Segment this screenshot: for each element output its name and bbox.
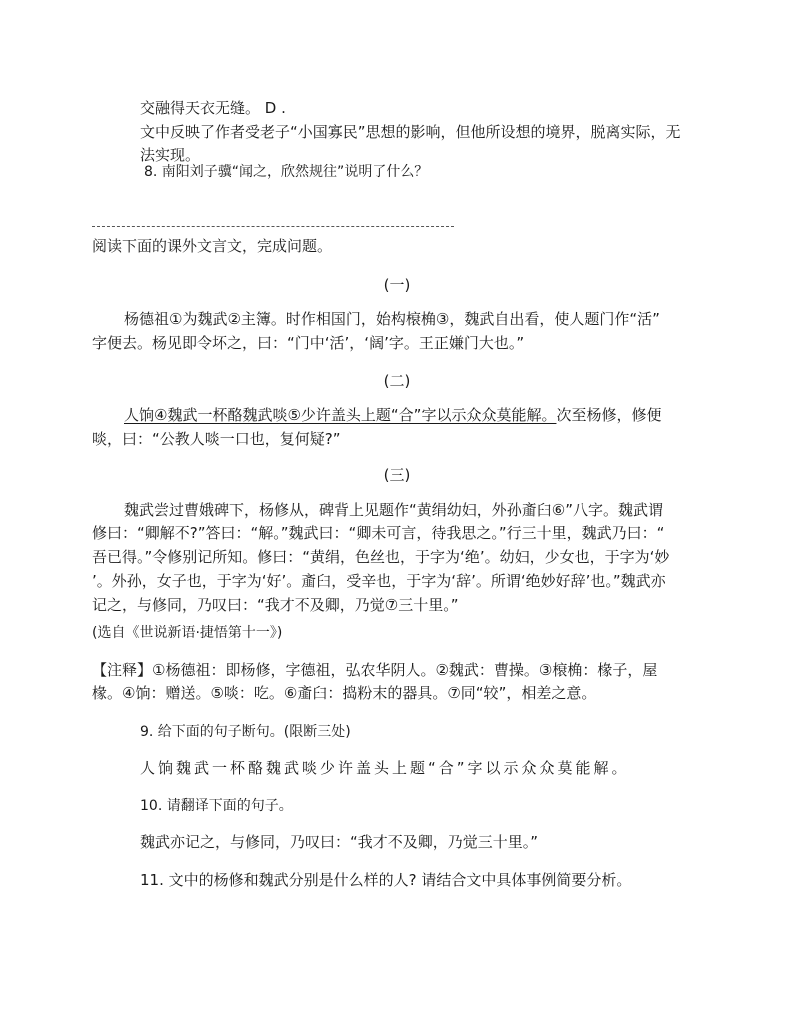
question-10-sentence: 魏武亦记之，与修同，乃叹曰：“我才不及卿，乃觉三十里。” (140, 833, 539, 851)
section-3-line: 吾已得。”令修别记所知。修曰：“黄绢，色丝也，于字为‘绝’。幼妇，少女也，于字为‘妙 (92, 548, 670, 566)
top-line-2: 文中反映了作者受老子“小国寡民”思想的影响，但他所设想的境界，脱离实际，无 (140, 123, 681, 141)
question-10-label: 10. 请翻译下面的句子。 (140, 798, 293, 814)
section-3-line: 记之，与修同，乃叹曰：“我才不及卿，乃觉⑦三十里。” (92, 596, 459, 614)
section-3-line: ’。外孙，女子也，于字为‘好’。齑臼，受辛也，于字为‘辞’。所谓‘绝妙好辞’也。”魏武亦 (92, 572, 666, 590)
section-3-line: 魏武尝过曹娥碑下，杨修从，碑背上见题作“黄绢幼妇，外孙齑臼⑥”八字。魏武谓 (124, 501, 663, 519)
section-2-heading: (二) (383, 372, 411, 390)
question-9-sentence: 人饷魏武一杯酪魏武啖少许盖头上题“合”字以示众众莫能解。 (140, 759, 630, 777)
dashed-divider (92, 226, 454, 227)
section-1-line-2: 字便去。杨见即令坏之，曰：“门中‘活’，‘阔’字。王正嫌门大也。” (92, 334, 525, 352)
top-line-3: 法实现。 (140, 146, 201, 164)
section-1-heading: (一) (383, 276, 411, 294)
reading-intro: 阅读下面的课外文言文，完成问题。 (92, 237, 333, 255)
source-citation: (选自《世说新语·捷悟第十一》) (92, 625, 283, 641)
notes-line-1: 【注释】①杨德祖：即杨修，字德祖，弘农华阴人。②魏武：曹操。③榱桷：椽子，屋 (92, 661, 658, 679)
section-2-line-1 (124, 405, 661, 425)
top-line-1: 交融得天衣无缝。 D . (140, 99, 286, 117)
section-2-line-1-rest: 次至杨修，修便 (556, 406, 662, 424)
section-2-line-2: 啖，曰：“公教人啖一口也，复何疑?” (92, 430, 341, 448)
notes-line-2: 椽。④饷：赠送。⑤啖：吃。⑥齑臼：捣粉末的器具。⑦同“较”，相差之意。 (92, 684, 597, 702)
section-3-line: 修曰：“卿解不?”答曰：“解。”魏武曰：“卿未可言，待我思之。”行三十里，魏武乃曰：“ (92, 524, 665, 542)
question-11-label: 11. 文中的杨修和魏武分别是什么样的人? 请结合文中具体事例简要分析。 (140, 871, 632, 889)
section-3-heading: (三) (383, 466, 411, 484)
question-8: 8. 南阳刘子骥“闻之，欣然规往”说明了什么？ (144, 164, 429, 180)
section-1-line-1: 杨德祖①为魏武②主簿。时作相国门，始构榱桷③，魏武自出看，使人题门作“活” (124, 310, 660, 328)
question-9-label: 9. 给下面的句子断句。(限断三处) (140, 724, 351, 740)
section-2-underlined-sentence: 人饷④魏武一杯酪魏武啖⑤少许盖头上题“合”字以示众众莫能解。 (124, 406, 557, 424)
